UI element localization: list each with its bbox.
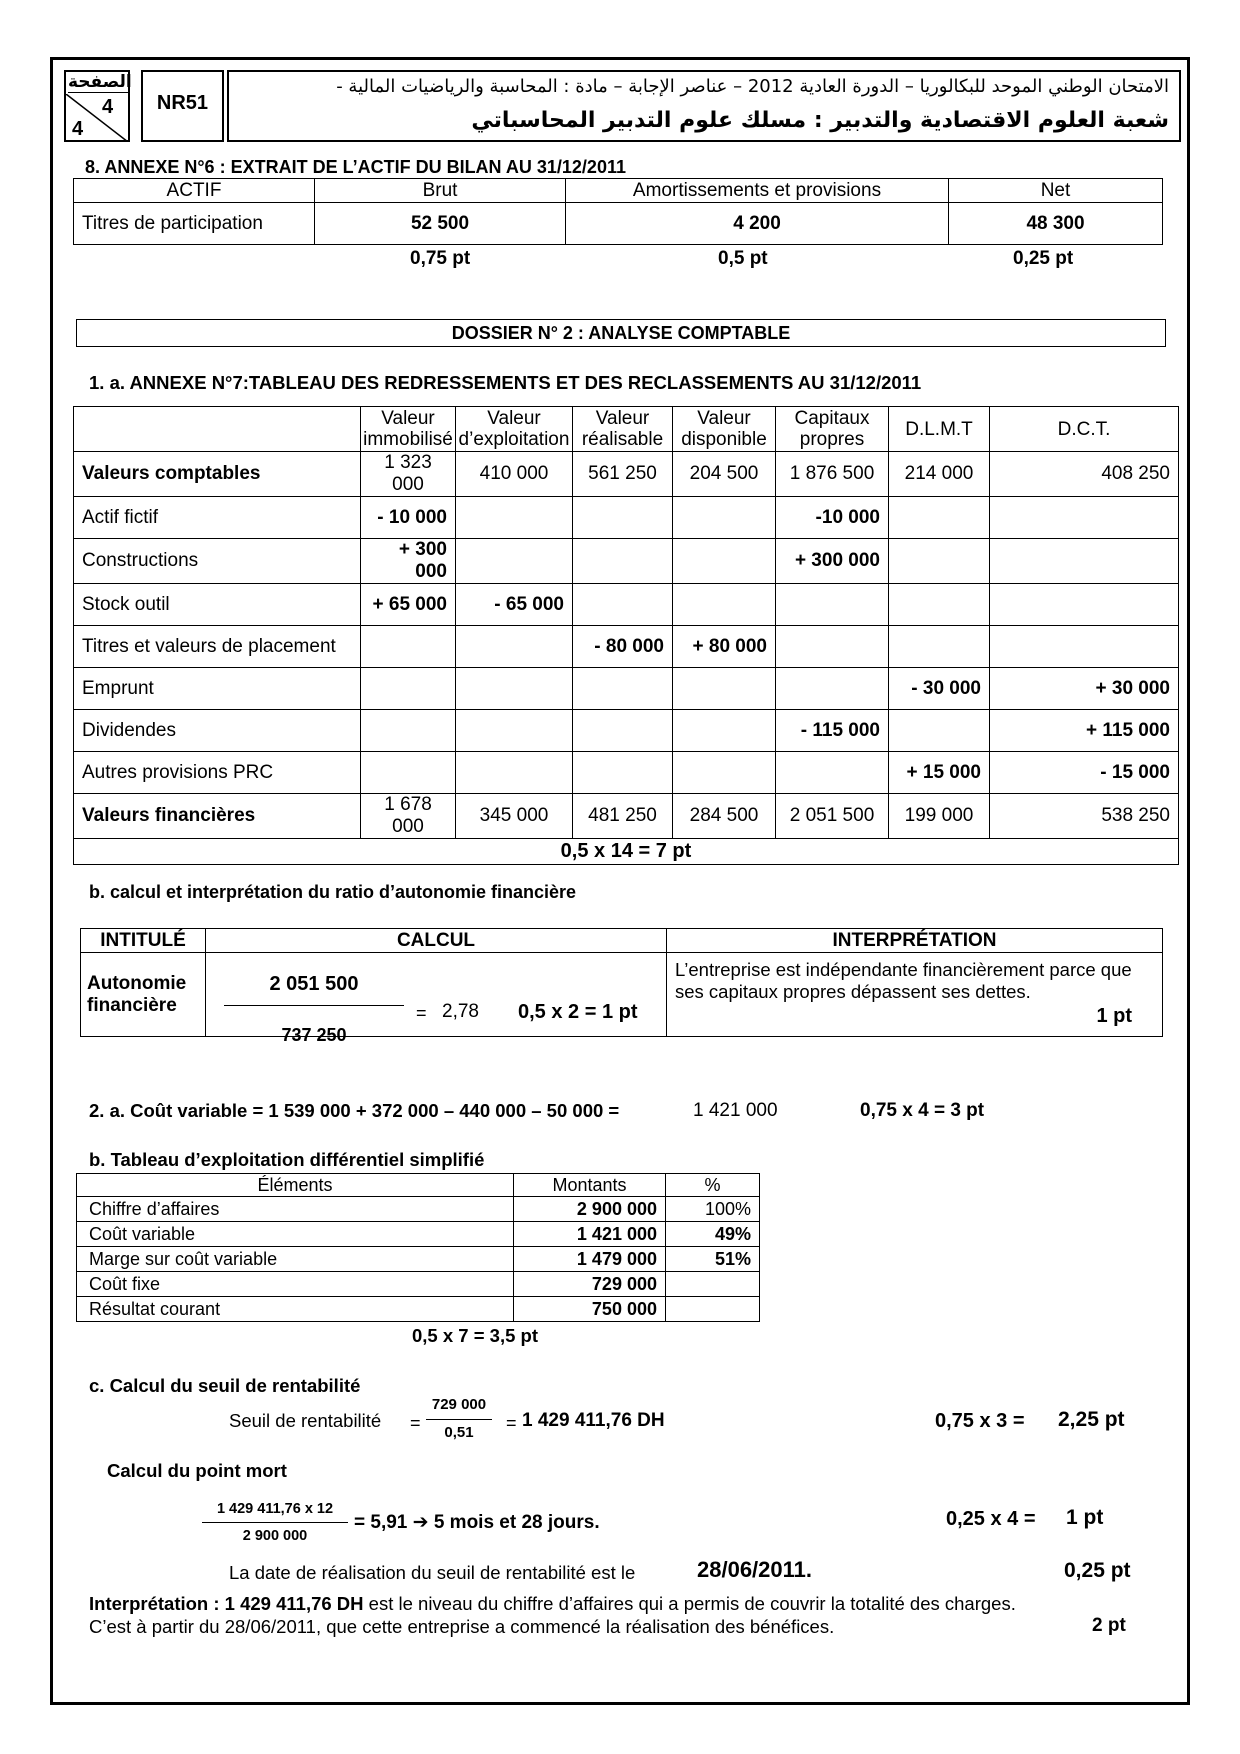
- exam-title-line1: الامتحان الوطني الموحد للبكالوريا – الدورة العادية 2012 – عناصر الإجابة – مادة : المحاسبة والرياضيات المالية -: [336, 76, 1169, 97]
- table-cell: [573, 710, 673, 752]
- exploitation-points: 0,5 x 7 = 3,5 pt: [412, 1325, 538, 1346]
- ratio-interpretation-cell: [667, 953, 1163, 1037]
- table-cell: + 65 000: [361, 584, 456, 626]
- table-cell: -10 000: [776, 497, 889, 539]
- page-number-box: [64, 70, 130, 142]
- exam-code-box: [141, 70, 224, 142]
- table-cell: + 30 000: [990, 668, 1179, 710]
- table-cell: + 15 000: [889, 752, 990, 794]
- table-cell: - 65 000: [456, 584, 573, 626]
- table-cell: + 300 000: [361, 539, 456, 584]
- table-cell: 284 500: [673, 794, 776, 839]
- table-cell: [889, 626, 990, 668]
- seuil-fraction-line: [426, 1419, 492, 1420]
- interpretation-label: Interprétation : 1 429 411,76 DH: [89, 1593, 364, 1614]
- table-cell: [889, 497, 990, 539]
- col-header: Valeur réalisable: [573, 407, 673, 452]
- table-cell: [990, 497, 1179, 539]
- table-cell: 49%: [666, 1222, 760, 1247]
- table-cell: 48 300: [949, 203, 1163, 245]
- col-header: Montants: [514, 1174, 666, 1197]
- col-header: D.L.M.T: [889, 407, 990, 452]
- point-mort-denominator: 2 900 000: [242, 1528, 308, 1544]
- table-cell: [673, 497, 776, 539]
- table-cell: 51%: [666, 1247, 760, 1272]
- table-cell: 1 678 000: [361, 794, 456, 839]
- table-cell: 1 479 000: [514, 1247, 666, 1272]
- row-label: Coût variable: [77, 1222, 514, 1247]
- table-cell: 2 900 000: [514, 1197, 666, 1222]
- ratio-title: b. calcul et interprétation du ratio d’autonomie financière: [89, 882, 577, 902]
- table-cell: [456, 626, 573, 668]
- table-cell: [776, 626, 889, 668]
- ratio-interp-points: 1 pt: [1096, 1005, 1132, 1027]
- row-label: Valeurs comptables: [74, 452, 361, 497]
- table-cell: + 80 000: [673, 626, 776, 668]
- col-header: Valeur immobilisé: [361, 407, 456, 452]
- table-cell: 750 000: [514, 1297, 666, 1322]
- row-label: Résultat courant: [77, 1297, 514, 1322]
- page-label: الصفحة: [68, 72, 132, 91]
- point-mort-points: 1 pt: [1066, 1506, 1104, 1529]
- row-label: Valeurs financières: [74, 794, 361, 839]
- table-cell: [456, 539, 573, 584]
- exploitation-table: [76, 1173, 760, 1322]
- table-cell: 4 200: [566, 203, 949, 245]
- table-cell: [361, 626, 456, 668]
- col-header: Valeur d’exploitation: [456, 407, 573, 452]
- row-label: Chiffre d’affaires: [77, 1197, 514, 1222]
- exam-title-line2: شعبة العلوم الاقتصادية والتدبير : مسلك علوم التدبير المحاسباتي: [471, 108, 1169, 133]
- seuil-eq1: =: [410, 1413, 421, 1433]
- table-cell: + 300 000: [776, 539, 889, 584]
- interpretation-line1-rest: est le niveau du chiffre d’affaires qui a permis de couvrir la totalité des charges.: [368, 1593, 1016, 1614]
- ratio-denominator: 737 250: [281, 1025, 347, 1045]
- table-cell: [456, 497, 573, 539]
- table-cell: [673, 584, 776, 626]
- col-header: %: [666, 1174, 760, 1197]
- table-cell: [776, 752, 889, 794]
- table-cell: [673, 539, 776, 584]
- exam-title-box: [227, 70, 1181, 142]
- table-cell: [666, 1272, 760, 1297]
- table-cell: Titres de participation: [74, 203, 315, 245]
- ratio-calc-points: 0,5 x 2 = 1 pt: [518, 1001, 638, 1023]
- table-cell: 538 250: [990, 794, 1179, 839]
- table-cell: 1 421 000: [514, 1222, 666, 1247]
- seuil-denominator: 0,51: [444, 1424, 474, 1441]
- table-cell: 52 500: [315, 203, 566, 245]
- row-label: Stock outil: [74, 584, 361, 626]
- seuil-points-calc: 0,75 x 3 =: [935, 1410, 1025, 1432]
- table-cell: 1 323 000: [361, 452, 456, 497]
- table-cell: [456, 668, 573, 710]
- table-cell: + 115 000: [990, 710, 1179, 752]
- points-amort: 0,5 pt: [718, 248, 768, 269]
- ratio-interpretation: L’entreprise est indépendante financièrement parce que ses capitaux propres dépassent ses dettes.: [675, 959, 1132, 1002]
- col-header: INTERPRÉTATION: [667, 929, 1163, 953]
- table-cell: [889, 584, 990, 626]
- row-label: Actif fictif: [74, 497, 361, 539]
- row-label: Coût fixe: [77, 1272, 514, 1297]
- table-cell: [990, 626, 1179, 668]
- table-cell: [573, 752, 673, 794]
- table-cell: 1 876 500: [776, 452, 889, 497]
- date-points: 0,25 pt: [1064, 1559, 1131, 1582]
- table-cell: 214 000: [889, 452, 990, 497]
- table-cell: - 80 000: [573, 626, 673, 668]
- col-header: INTITULÉ: [81, 929, 206, 953]
- table-cell: [673, 668, 776, 710]
- seuil-label: Seuil de rentabilité: [229, 1410, 382, 1431]
- row-label: Dividendes: [74, 710, 361, 752]
- table-cell: 729 000: [514, 1272, 666, 1297]
- table-cell: 100%: [666, 1197, 760, 1222]
- table-cell: [361, 668, 456, 710]
- table-cell: 481 250: [573, 794, 673, 839]
- col-header: Capitaux propres: [776, 407, 889, 452]
- annexe6-title: 8. ANNEXE N°6 : EXTRAIT DE L’ACTIF DU BILAN AU 31/12/2011: [85, 157, 626, 177]
- row-label: Autres provisions PRC: [74, 752, 361, 794]
- page-total: 4: [72, 118, 84, 140]
- table-cell: [673, 710, 776, 752]
- cout-variable-value: 1 421 000: [693, 1100, 778, 1121]
- seuil-points: 2,25 pt: [1058, 1408, 1125, 1431]
- col-header: [74, 407, 361, 452]
- table-cell: - 30 000: [889, 668, 990, 710]
- interpretation-line2: C’est à partir du 28/06/2011, que cette entreprise a commencé la réalisation des bénéfices.: [89, 1616, 835, 1637]
- date-value: 28/06/2011.: [697, 1557, 813, 1582]
- ratio-result: 2,78: [442, 1001, 479, 1022]
- point-mort-fraction-line: [202, 1522, 348, 1523]
- table-cell: [776, 668, 889, 710]
- ratio-fraction-line: [224, 1005, 404, 1006]
- table-cell: 408 250: [990, 452, 1179, 497]
- col-header: ACTIF: [74, 179, 315, 203]
- table-cell: [776, 584, 889, 626]
- table-cell: [361, 710, 456, 752]
- table-cell: - 115 000: [776, 710, 889, 752]
- table-cell: 199 000: [889, 794, 990, 839]
- point-mort-title: Calcul du point mort: [107, 1460, 287, 1481]
- col-header: Brut: [315, 179, 566, 203]
- exploitation-title: b. Tableau d’exploitation différentiel simplifié: [89, 1149, 485, 1170]
- seuil-title: c. Calcul du seuil de rentabilité: [89, 1375, 361, 1396]
- page-frame: [50, 57, 1190, 1705]
- table-cell: [573, 584, 673, 626]
- table-cell: - 15 000: [990, 752, 1179, 794]
- exam-code: NR51: [156, 92, 209, 114]
- point-mort-points-calc: 0,25 x 4 =: [946, 1508, 1036, 1530]
- table-cell: 204 500: [673, 452, 776, 497]
- ratio-label: Autonomie financière: [81, 953, 206, 1037]
- annexe6-table: [73, 178, 1163, 245]
- table-cell: [573, 497, 673, 539]
- annexe7-points: 0,5 x 14 = 7 pt: [74, 839, 1179, 865]
- table-cell: - 10 000: [361, 497, 456, 539]
- table-cell: [673, 752, 776, 794]
- date-text: La date de réalisation du seuil de rentabilité est le: [229, 1562, 636, 1583]
- interpretation-line1: [89, 1593, 1016, 1615]
- cout-variable-label: 2. a. Coût variable = 1 539 000 + 372 000 – 440 000 – 50 000 =: [89, 1100, 620, 1121]
- table-cell: 410 000: [456, 452, 573, 497]
- table-cell: 345 000: [456, 794, 573, 839]
- points-brut: 0,75 pt: [410, 248, 471, 269]
- table-cell: [361, 752, 456, 794]
- row-label: Marge sur coût variable: [77, 1247, 514, 1272]
- dossier2-title: DOSSIER N° 2 : ANALYSE COMPTABLE: [76, 319, 1166, 347]
- table-cell: 561 250: [573, 452, 673, 497]
- table-cell: 2 051 500: [776, 794, 889, 839]
- col-header: D.C.T.: [990, 407, 1179, 452]
- seuil-eq2: =: [506, 1413, 517, 1433]
- table-cell: [456, 710, 573, 752]
- table-cell: [456, 752, 573, 794]
- row-label: Titres et valeurs de placement: [74, 626, 361, 668]
- ratio-equals: =: [416, 1003, 427, 1023]
- table-cell: [573, 668, 673, 710]
- table-cell: [990, 539, 1179, 584]
- points-net: 0,25 pt: [1013, 248, 1074, 269]
- interpretation-points: 2 pt: [1092, 1615, 1126, 1636]
- row-label: Emprunt: [74, 668, 361, 710]
- annexe7-title: 1. a. ANNEXE N°7:TABLEAU DES REDRESSEMENTS ET DES RECLASSEMENTS AU 31/12/2011: [89, 372, 922, 393]
- col-header: Éléments: [77, 1174, 514, 1197]
- col-header: Valeur disponible: [673, 407, 776, 452]
- page-number: 4: [102, 96, 114, 118]
- seuil-numerator: 729 000: [431, 1396, 487, 1413]
- table-cell: [573, 539, 673, 584]
- point-mort-result: = 5,91 ➔ 5 mois et 28 jours.: [354, 1512, 600, 1533]
- table-cell: [990, 584, 1179, 626]
- ratio-numerator: 2 051 500: [269, 973, 359, 995]
- cout-variable-points: 0,75 x 4 = 3 pt: [860, 1100, 985, 1121]
- col-header: CALCUL: [206, 929, 667, 953]
- row-label: Constructions: [74, 539, 361, 584]
- point-mort-numerator: 1 429 411,76 x 12: [216, 1501, 334, 1517]
- table-cell: [889, 710, 990, 752]
- col-header: Net: [949, 179, 1163, 203]
- seuil-result: 1 429 411,76 DH: [522, 1410, 665, 1431]
- annexe7-table: [73, 406, 1179, 865]
- table-cell: [666, 1297, 760, 1322]
- col-header: Amortissements et provisions: [566, 179, 949, 203]
- table-cell: [889, 539, 990, 584]
